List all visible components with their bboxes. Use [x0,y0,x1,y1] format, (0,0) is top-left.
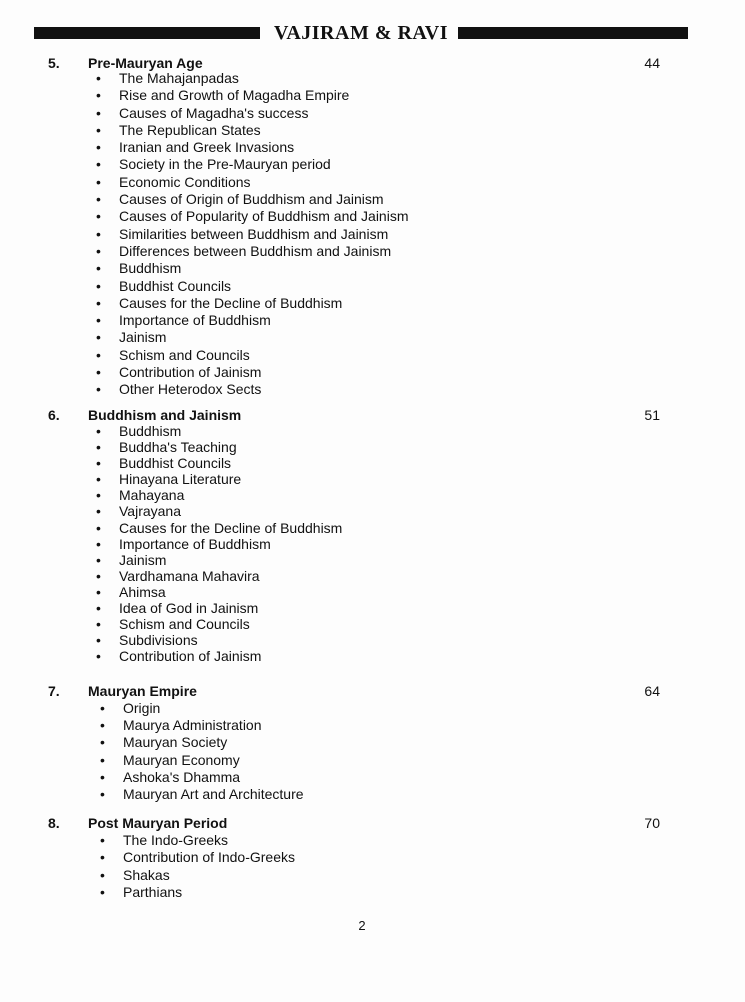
list-item-text: Society in the Pre-Mauryan period [119,156,331,173]
bullet-icon: • [96,294,101,311]
footer-page-number: 2 [358,918,366,933]
bullet-icon: • [100,883,105,900]
bullet-icon: • [96,583,101,600]
list-item-text: Parthians [123,883,183,900]
bullet-icon: • [96,381,101,398]
bullet-icon: • [96,346,101,363]
list-item-text: Buddhism [119,260,182,277]
list-item-text: Maurya Administration [123,717,262,734]
list-item-text: Buddhist Councils [119,277,232,294]
list-item-text: Causes for the Decline of Buddhism [119,294,343,311]
bullet-icon: • [96,503,101,520]
list-item-text: Buddhism [119,423,182,439]
bullet-icon: • [96,191,101,208]
list-item-text: Similarities between Buddhism and Jainism [119,225,389,242]
list-item-text: Contribution of Indo-Greeks [123,849,295,866]
list-item-text: Origin [123,700,161,716]
list-item-text: Jainism [119,551,167,568]
section-number: 8. [48,815,60,831]
list-item-text: Hinayana Literature [119,471,242,488]
bullet-icon: • [96,455,101,472]
list-item-text: Idea of God in Jainism [119,600,259,617]
bullet-icon: • [100,768,105,785]
bullet-icon: • [100,700,105,716]
bullet-icon: • [96,70,101,86]
list-item-text: Rise and Growth of Magadha Empire [119,87,350,104]
bullet-icon: • [96,519,101,536]
bullet-icon: • [96,567,101,584]
bullet-icon: • [96,329,101,346]
bullet-icon: • [96,225,101,242]
list-item-text: Causes of Origin of Buddhism and Jainism [119,191,384,208]
bullet-icon: • [96,535,101,552]
list-item-text: Differences between Buddhism and Jainism [119,242,392,259]
bullet-icon: • [96,487,101,504]
section-title: Mauryan Empire [88,683,197,699]
bullet-icon: • [100,785,105,802]
section-page-number: 44 [644,55,660,71]
list-item-text: Jainism [119,329,167,346]
list-item-text: Causes for the Decline of Buddhism [119,519,343,536]
bullet-icon: • [96,139,101,156]
list-item-text: Vajrayana [119,503,182,520]
header-rule-left [34,27,260,39]
section-number: 7. [48,683,60,699]
header-rule-right [458,27,688,39]
bullet-icon: • [100,849,105,866]
list-item-text: Mauryan Economy [123,751,240,768]
list-item-text: Importance of Buddhism [119,535,271,552]
list-item-text: Other Heterodox Sects [119,381,262,398]
list-item-text: Buddha's Teaching [119,439,237,456]
list-item-text: Mahayana [119,487,185,504]
list-item-text: Ashoka's Dhamma [123,768,241,785]
section-page-number: 64 [644,683,660,699]
list-item-text: Schism and Councils [119,616,250,633]
list-item-text: Causes of Magadha's success [119,104,309,121]
list-item-text: Economic Conditions [119,173,251,190]
header-title: VAJIRAM & RAVI [273,22,449,44]
bullet-icon: • [96,423,101,439]
bullet-icon: • [96,312,101,329]
section-page-number: 70 [644,815,660,831]
section-title: Buddhism and Jainism [88,407,242,423]
bullet-icon: • [100,734,105,751]
section-title: Post Mauryan Period [88,815,228,831]
list-item-text: The Mahajanpadas [119,70,239,86]
list-item-text: Subdivisions [119,632,198,649]
bullet-icon: • [96,104,101,121]
list-item-text: Causes of Popularity of Buddhism and Jainism [119,208,409,225]
list-item-text: Schism and Councils [119,346,250,363]
list-item-text: Vardhamana Mahavira [119,567,260,584]
bullet-icon: • [96,471,101,488]
bullet-icon: • [96,173,101,190]
bullet-icon: • [96,364,101,381]
list-item-text: Shakas [123,866,170,883]
list-item-text: Ahimsa [119,583,166,600]
bullet-icon: • [96,260,101,277]
list-item-text: Contribution of Jainism [119,364,262,381]
list-item-text: Iranian and Greek Invasions [119,139,295,156]
list-item-text: Contribution of Jainism [119,648,262,665]
list-item-text: Mauryan Art and Architecture [123,785,304,802]
bullet-icon: • [96,242,101,259]
bullet-icon: • [96,87,101,104]
bullet-icon: • [96,208,101,225]
bullet-icon: • [96,600,101,617]
bullet-icon: • [96,616,101,633]
bullet-icon: • [96,156,101,173]
bullet-icon: • [100,832,105,848]
section-page-number: 51 [644,407,660,423]
section-number: 6. [48,407,60,423]
bullet-icon: • [100,751,105,768]
bullet-icon: • [96,648,101,665]
list-item-text: Importance of Buddhism [119,312,271,329]
bullet-icon: • [96,121,101,138]
bullet-icon: • [100,866,105,883]
section-number: 5. [48,55,60,71]
list-item-text: Buddhist Councils [119,455,232,472]
list-item-text: The Republican States [119,121,261,138]
bullet-icon: • [96,277,101,294]
bullet-icon: • [96,632,101,649]
section-title: Pre-Mauryan Age [88,55,203,71]
bullet-icon: • [96,439,101,456]
page-header [34,20,688,46]
list-item-text: Mauryan Society [123,734,228,751]
bullet-icon: • [100,717,105,734]
bullet-icon: • [96,551,101,568]
list-item-text: The Indo-Greeks [123,832,229,848]
